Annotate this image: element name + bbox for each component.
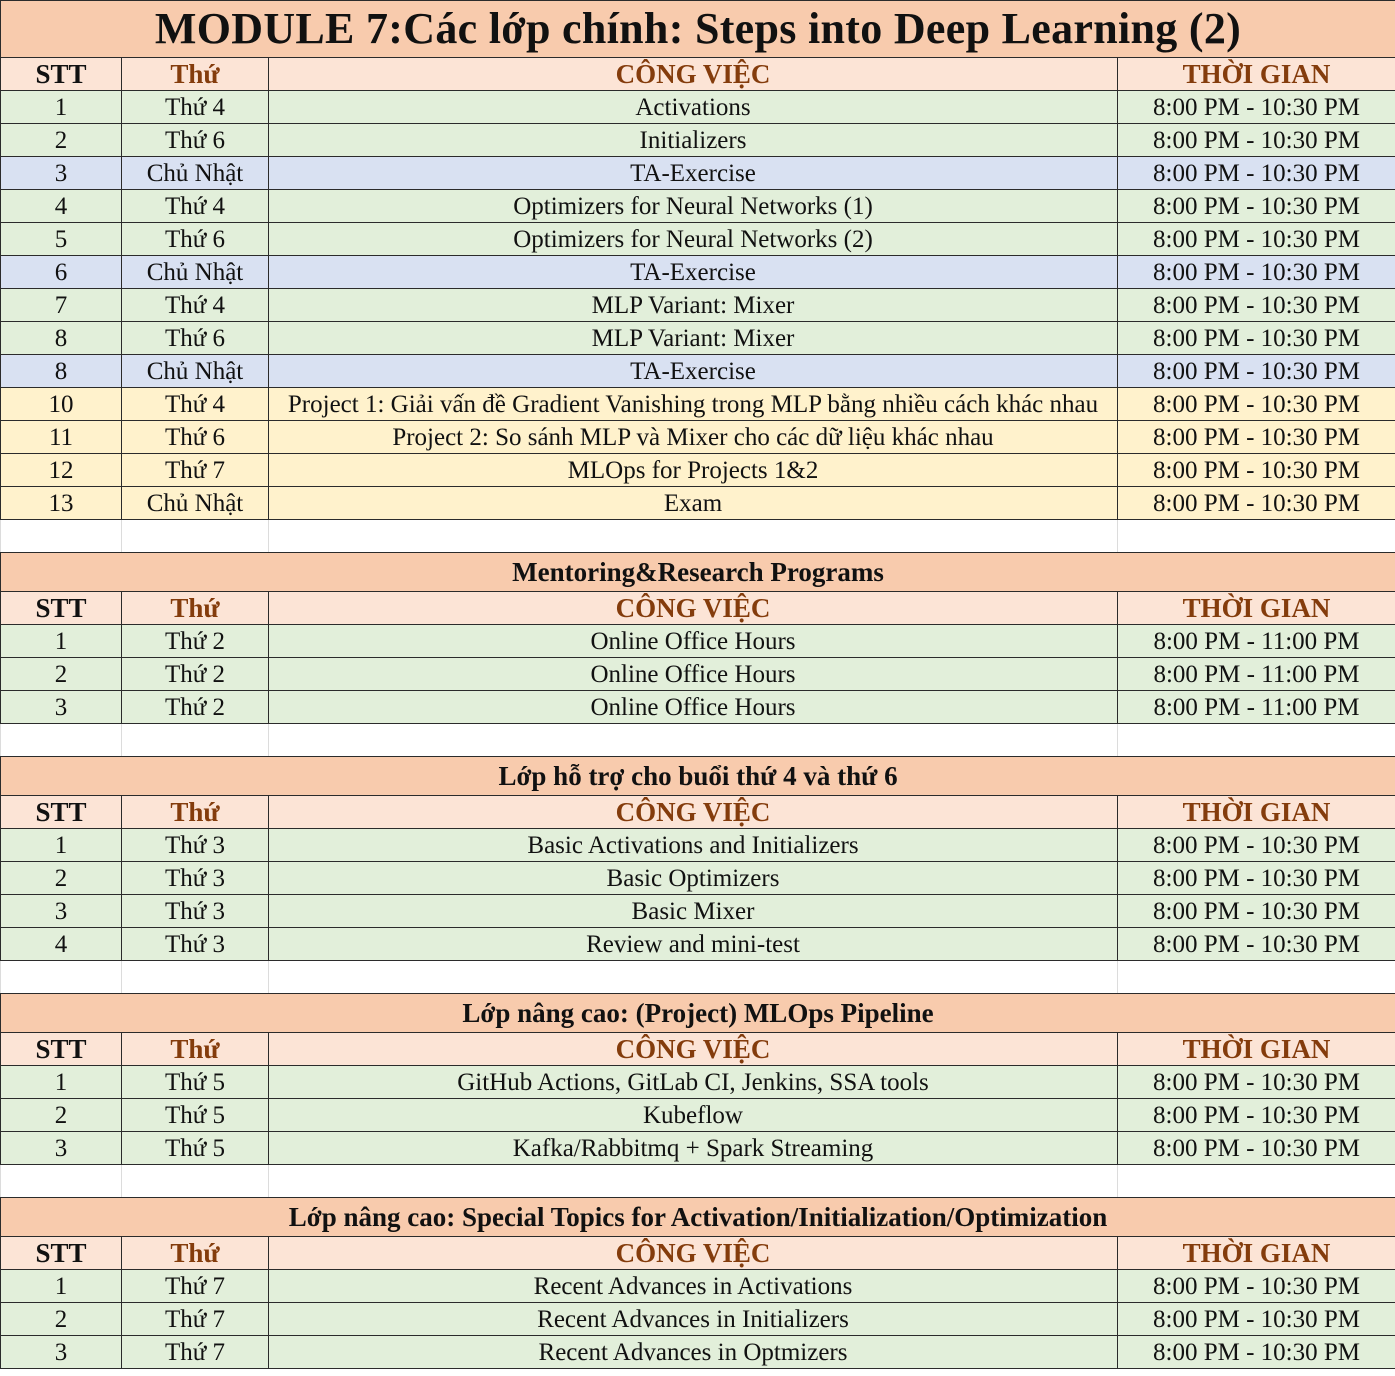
table-row	[1, 124, 1395, 157]
cell-stt: 2	[1, 124, 122, 157]
cell-stt: 10	[1, 388, 122, 421]
header-time: THỜI GIAN	[1118, 1237, 1395, 1270]
cell-time: 8:00 PM - 11:00 PM	[1118, 691, 1395, 724]
header-day: Thứ	[122, 592, 269, 625]
spacer-row	[1, 1165, 1395, 1198]
cell-day: Thứ 3	[122, 895, 269, 928]
table-row	[1, 157, 1395, 190]
cell-task: GitHub Actions, GitLab CI, Jenkins, SSA tools	[269, 1066, 1118, 1099]
header-task: CÔNG VIỆC	[269, 58, 1118, 91]
table-row	[1, 91, 1395, 124]
cell-time: 8:00 PM - 10:30 PM	[1118, 487, 1395, 520]
cell-task: TA-Exercise	[269, 256, 1118, 289]
cell-time: 8:00 PM - 10:30 PM	[1118, 157, 1395, 190]
cell-time: 8:00 PM - 10:30 PM	[1118, 355, 1395, 388]
cell-day: Thứ 2	[122, 658, 269, 691]
cell-day: Chủ Nhật	[122, 256, 269, 289]
table-row	[1, 928, 1395, 961]
header-row	[1, 1033, 1395, 1066]
header-time: THỜI GIAN	[1118, 796, 1395, 829]
cell-day: Thứ 6	[122, 421, 269, 454]
cell-stt: 3	[1, 895, 122, 928]
header-time: THỜI GIAN	[1118, 592, 1395, 625]
cell-task: Initializers	[269, 124, 1118, 157]
cell-stt: 12	[1, 454, 122, 487]
section-title-row	[1, 1198, 1395, 1237]
section-title-row	[1, 994, 1395, 1033]
cell-day: Thứ 2	[122, 691, 269, 724]
cell-time: 8:00 PM - 10:30 PM	[1118, 1270, 1395, 1303]
section-title-row	[1, 757, 1395, 796]
header-day: Thứ	[122, 796, 269, 829]
table-row	[1, 454, 1395, 487]
cell-task: Project 2: So sánh MLP và Mixer cho các dữ liệu khác nhau	[269, 421, 1118, 454]
cell-stt: 2	[1, 862, 122, 895]
cell-day: Thứ 5	[122, 1066, 269, 1099]
section-title-row	[1, 553, 1395, 592]
cell-task: Online Office Hours	[269, 691, 1118, 724]
cell-stt: 1	[1, 829, 122, 862]
cell-time: 8:00 PM - 10:30 PM	[1118, 1132, 1395, 1165]
cell-day: Thứ 4	[122, 388, 269, 421]
header-stt: STT	[1, 58, 122, 91]
cell-time: 8:00 PM - 10:30 PM	[1118, 1099, 1395, 1132]
cell-task: TA-Exercise	[269, 157, 1118, 190]
cell-stt: 11	[1, 421, 122, 454]
table-row	[1, 487, 1395, 520]
header-stt: STT	[1, 1237, 122, 1270]
cell-time: 8:00 PM - 10:30 PM	[1118, 421, 1395, 454]
header-row	[1, 796, 1395, 829]
cell-time: 8:00 PM - 10:30 PM	[1118, 454, 1395, 487]
table-row	[1, 322, 1395, 355]
cell-task: TA-Exercise	[269, 355, 1118, 388]
cell-stt: 13	[1, 487, 122, 520]
cell-task: MLP Variant: Mixer	[269, 289, 1118, 322]
header-time: THỜI GIAN	[1118, 58, 1395, 91]
mentoring-section-title: Mentoring&Research Programs	[1, 553, 1395, 592]
cell-task: Online Office Hours	[269, 625, 1118, 658]
table-row	[1, 190, 1395, 223]
cell-time: 8:00 PM - 10:30 PM	[1118, 1336, 1395, 1369]
cell-time: 8:00 PM - 10:30 PM	[1118, 1303, 1395, 1336]
cell-day: Thứ 7	[122, 1303, 269, 1336]
header-task: CÔNG VIỆC	[269, 1033, 1118, 1066]
cell-stt: 2	[1, 658, 122, 691]
header-stt: STT	[1, 592, 122, 625]
table-row	[1, 1270, 1395, 1303]
cell-time: 8:00 PM - 10:30 PM	[1118, 91, 1395, 124]
cell-task: Basic Optimizers	[269, 862, 1118, 895]
cell-stt: 3	[1, 157, 122, 190]
header-row	[1, 592, 1395, 625]
table-row	[1, 223, 1395, 256]
header-task: CÔNG VIỆC	[269, 796, 1118, 829]
cell-day: Thứ 7	[122, 454, 269, 487]
cell-stt: 1	[1, 1066, 122, 1099]
cell-day: Thứ 5	[122, 1132, 269, 1165]
special-section-title: Lớp nâng cao: Special Topics for Activation/Initialization/Optimization	[1, 1198, 1395, 1237]
cell-task: Project 1: Giải vấn đề Gradient Vanishing trong MLP bằng nhiều cách khác nhau	[269, 388, 1118, 421]
table-row	[1, 355, 1395, 388]
cell-day: Thứ 6	[122, 223, 269, 256]
table-row	[1, 895, 1395, 928]
cell-task: Optimizers for Neural Networks (1)	[269, 190, 1118, 223]
cell-task: Exam	[269, 487, 1118, 520]
cell-stt: 1	[1, 625, 122, 658]
cell-task: Recent Advances in Optmizers	[269, 1336, 1118, 1369]
table-row	[1, 1303, 1395, 1336]
cell-time: 8:00 PM - 10:30 PM	[1118, 895, 1395, 928]
cell-stt: 4	[1, 190, 122, 223]
cell-day: Thứ 6	[122, 322, 269, 355]
cell-time: 8:00 PM - 10:30 PM	[1118, 256, 1395, 289]
header-row	[1, 58, 1395, 91]
cell-day: Thứ 7	[122, 1270, 269, 1303]
cell-task: Optimizers for Neural Networks (2)	[269, 223, 1118, 256]
table-row	[1, 625, 1395, 658]
cell-task: Online Office Hours	[269, 658, 1118, 691]
cell-stt: 6	[1, 256, 122, 289]
cell-day: Thứ 3	[122, 928, 269, 961]
cell-day: Thứ 2	[122, 625, 269, 658]
table-row	[1, 1099, 1395, 1132]
cell-stt: 2	[1, 1099, 122, 1132]
cell-time: 8:00 PM - 11:00 PM	[1118, 658, 1395, 691]
mlops-section-title: Lớp nâng cao: (Project) MLOps Pipeline	[1, 994, 1395, 1033]
header-task: CÔNG VIỆC	[269, 1237, 1118, 1270]
cell-time: 8:00 PM - 10:30 PM	[1118, 1066, 1395, 1099]
cell-day: Thứ 3	[122, 829, 269, 862]
table-row	[1, 658, 1395, 691]
cell-stt: 7	[1, 289, 122, 322]
cell-task: Basic Activations and Initializers	[269, 829, 1118, 862]
header-stt: STT	[1, 1033, 122, 1066]
table-row	[1, 289, 1395, 322]
header-row	[1, 1237, 1395, 1270]
cell-time: 8:00 PM - 10:30 PM	[1118, 223, 1395, 256]
cell-task: Basic Mixer	[269, 895, 1118, 928]
cell-time: 8:00 PM - 10:30 PM	[1118, 289, 1395, 322]
header-day: Thứ	[122, 58, 269, 91]
cell-time: 8:00 PM - 10:30 PM	[1118, 928, 1395, 961]
cell-stt: 3	[1, 1336, 122, 1369]
cell-day: Thứ 7	[122, 1336, 269, 1369]
cell-day: Thứ 4	[122, 190, 269, 223]
cell-time: 8:00 PM - 10:30 PM	[1118, 322, 1395, 355]
cell-stt: 8	[1, 355, 122, 388]
header-day: Thứ	[122, 1033, 269, 1066]
cell-stt: 1	[1, 1270, 122, 1303]
cell-day: Thứ 5	[122, 1099, 269, 1132]
table-row	[1, 421, 1395, 454]
cell-time: 8:00 PM - 11:00 PM	[1118, 625, 1395, 658]
cell-time: 8:00 PM - 10:30 PM	[1118, 124, 1395, 157]
spacer-row	[1, 961, 1395, 994]
cell-task: Activations	[269, 91, 1118, 124]
cell-task: Kafka/Rabbitmq + Spark Streaming	[269, 1132, 1118, 1165]
cell-day: Chủ Nhật	[122, 355, 269, 388]
table-row	[1, 256, 1395, 289]
cell-stt: 1	[1, 91, 122, 124]
cell-stt: 4	[1, 928, 122, 961]
cell-stt: 8	[1, 322, 122, 355]
cell-task: Recent Advances in Activations	[269, 1270, 1118, 1303]
cell-time: 8:00 PM - 10:30 PM	[1118, 862, 1395, 895]
cell-time: 8:00 PM - 10:30 PM	[1118, 829, 1395, 862]
header-time: THỜI GIAN	[1118, 1033, 1395, 1066]
cell-day: Chủ Nhật	[122, 487, 269, 520]
cell-day: Thứ 3	[122, 862, 269, 895]
cell-day: Thứ 6	[122, 124, 269, 157]
cell-task: MLOps for Projects 1&2	[269, 454, 1118, 487]
header-task: CÔNG VIỆC	[269, 592, 1118, 625]
cell-task: MLP Variant: Mixer	[269, 322, 1118, 355]
cell-stt: 3	[1, 1132, 122, 1165]
cell-time: 8:00 PM - 10:30 PM	[1118, 190, 1395, 223]
table-row	[1, 691, 1395, 724]
header-stt: STT	[1, 796, 122, 829]
cell-stt: 2	[1, 1303, 122, 1336]
cell-task: Review and mini-test	[269, 928, 1118, 961]
table-row	[1, 1132, 1395, 1165]
cell-day: Thứ 4	[122, 289, 269, 322]
spacer-row	[1, 520, 1395, 553]
table-row	[1, 388, 1395, 421]
table-row	[1, 829, 1395, 862]
cell-stt: 5	[1, 223, 122, 256]
module-title-row	[1, 1, 1395, 58]
cell-stt: 3	[1, 691, 122, 724]
cell-time: 8:00 PM - 10:30 PM	[1118, 388, 1395, 421]
table-row	[1, 1336, 1395, 1369]
cell-task: Recent Advances in Initializers	[269, 1303, 1118, 1336]
cell-task: Kubeflow	[269, 1099, 1118, 1132]
spacer-row	[1, 724, 1395, 757]
cell-day: Thứ 4	[122, 91, 269, 124]
module-title: MODULE 7:Các lớp chính: Steps into Deep Learning (2)	[1, 1, 1395, 58]
table-row	[1, 862, 1395, 895]
header-day: Thứ	[122, 1237, 269, 1270]
support-section-title: Lớp hỗ trợ cho buổi thứ 4 và thứ 6	[1, 757, 1395, 796]
table-row	[1, 1066, 1395, 1099]
cell-day: Chủ Nhật	[122, 157, 269, 190]
